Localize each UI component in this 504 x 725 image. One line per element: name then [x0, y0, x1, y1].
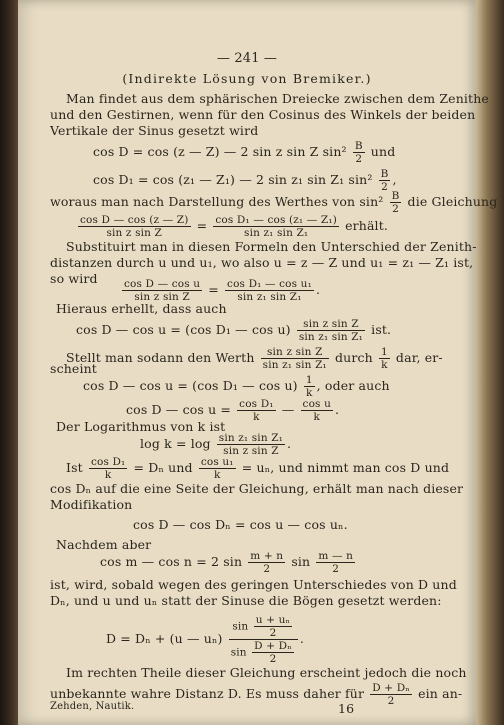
book-page: [18, 0, 498, 725]
paragraph-line: unbekannte wahre Distanz D. Es muss daher für $\frac{\text{D + Dₙ}}{2}$ ein an-: [50, 682, 463, 707]
equation-3: $\frac{\text{cos D — cos (z — Z)}}{\text{sin z sin Z}}$ = $\frac{\text{cos D₁ — cos (z₁ — Z₁)}}{\text{sin z₁ sin Z₁}}$ erhält.: [80, 214, 388, 239]
paragraph-line: cos Dₙ auf die eine Seite der Gleichung, erhält man nach dieser: [50, 481, 464, 496]
page-number: — 241 —: [216, 51, 278, 66]
equation-4: $\frac{\text{cos D — cos u}}{\text{sin z sin Z}}$ = $\frac{\text{cos D₁ — cos u₁}}{\text{sin z₁ sin Z₁}}$ .: [124, 278, 321, 303]
paragraph-line: Stellt man sodann den Werth $\frac{\text{sin z sin Z}}{\text{sin z₁ sin Z₁}}$ durch $\frac{1}{k}$ dar, er-: [66, 346, 443, 371]
paragraph-line: distanzen durch u und u₁, wo also u = z — Z und u₁ = z₁ — Z₁ ist,: [50, 255, 474, 270]
equation-6: cos D — cos u = (cos D₁ — cos u) $\frac{1}{k}$ , oder auch: [83, 374, 390, 399]
book-spine: [0, 0, 18, 725]
paragraph-line: Der Logarithmus von k ist: [56, 419, 226, 434]
equation-9: cos D — cos Dₙ = cos u — cos uₙ.: [133, 517, 348, 532]
paragraph-line: Dₙ, und u und uₙ statt der Sinuse die Bögen gesetzt werden:: [50, 593, 442, 608]
paragraph-line: woraus man nach Darstellung des Werthes von sin² $\frac{B}{2}$ die Gleichung: [50, 190, 498, 215]
paragraph-line: und den Gestirnen, wenn für den Cosinus des Winkels der beiden: [50, 107, 476, 122]
page-edge: [476, 0, 504, 725]
paragraph-line: scheint: [50, 361, 97, 376]
paragraph-line: Man findet aus dem sphärischen Dreiecke zwischen dem Zenithe: [66, 91, 489, 106]
paragraph-line: Ist $\frac{\text{cos D₁}}{k}$ = Dₙ und $\frac{\text{cos u₁}}{k}$ = uₙ, und nimmt man cos D und: [66, 456, 450, 481]
paragraph-line: ist, wird, sobald wegen des geringen Unterschiedes von D und: [50, 577, 457, 592]
footer-signature: Zehden, Nautik.: [50, 701, 135, 712]
equation-8: log k = log $\frac{\text{sin z₁ sin Z₁}}{\text{sin z sin Z}}$ .: [140, 432, 292, 457]
paragraph-line: so wird: [50, 271, 98, 286]
section-heading: (Indirekte Lösung von Bremiker.): [122, 71, 372, 86]
equation-10: cos m — cos n = 2 sin $\frac{m + n}{2}$ sin $\frac{m — n}{2}$: [100, 550, 354, 575]
paragraph-line: Hieraus erhellt, dass auch: [56, 301, 227, 316]
paragraph-line: Im rechten Theile dieser Gleichung erscheint jedoch die noch: [66, 665, 467, 680]
paragraph-line: Modifikation: [50, 497, 133, 512]
footer-sheet-number: 16: [338, 701, 355, 716]
equation-1: cos D = cos (z — Z) — 2 sin z sin Z sin² $\frac{B}{2}$ und: [93, 140, 396, 165]
paragraph-line: Substituirt man in diesen Formeln den Unterschied der Zenith-: [66, 239, 477, 254]
paragraph-line: Nachdem aber: [56, 537, 152, 552]
equation-7: cos D — cos u = $\frac{\text{cos D₁}}{k}$ — $\frac{\text{cos u}}{k}$ .: [126, 398, 340, 423]
equation-5: cos D — cos u = (cos D₁ — cos u) $\frac{\text{sin z sin Z}}{\text{sin z₁ sin Z₁}}$ ist.: [76, 318, 392, 343]
equation-11: D = Dₙ + (u — uₙ) sin $\frac{\text{u + uₙ}}{2}$ sin $\frac{\text{D + Dₙ}}{2}$ .: [106, 614, 305, 665]
paragraph-line: Vertikale der Sinus gesetzt wird: [50, 123, 259, 138]
equation-2: cos D₁ = cos (z₁ — Z₁) — 2 sin z₁ sin Z₁ sin² $\frac{B}{2}$ ,: [93, 168, 397, 193]
